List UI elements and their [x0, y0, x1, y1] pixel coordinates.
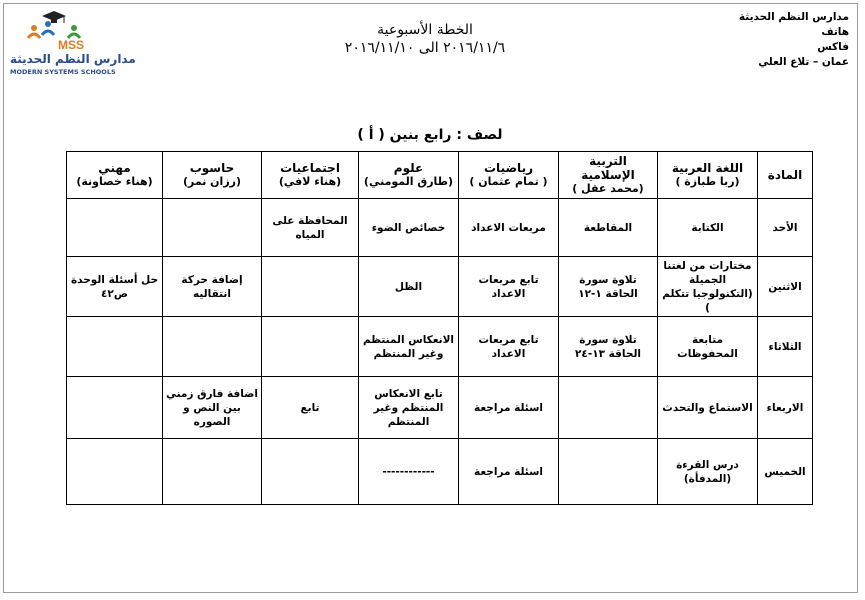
table-row — [67, 257, 813, 317]
lesson-cell: مختارات من لغتنا الجميلة (التكنولوجيا تتكلم ) — [658, 257, 758, 317]
corner-header: المادة — [758, 152, 813, 199]
day-cell: الثلاثاء — [758, 317, 813, 377]
lesson-cell: المحافظة على المياه — [262, 199, 359, 257]
lesson-cell — [262, 439, 359, 505]
lesson-cell: مربعات الاعداد — [459, 199, 559, 257]
school-address: عمان – تلاع العلي — [758, 56, 849, 68]
lesson-cell: درس القرءة (المدفأة) — [658, 439, 758, 505]
lesson-cell — [163, 317, 262, 377]
lesson-cell — [67, 377, 163, 439]
fax-label: فاكس — [817, 41, 849, 53]
table-header-row — [67, 152, 813, 199]
lesson-cell — [67, 439, 163, 505]
lesson-cell: اسئلة مراجعة — [459, 439, 559, 505]
svg-text:MSS: MSS — [58, 38, 85, 52]
subject-header: التربية الإسلامية (محمد عقل ) — [559, 152, 658, 199]
lesson-cell: الكتابة — [658, 199, 758, 257]
logo-english-text: MODERN SYSTEMS SCHOOLS — [10, 68, 116, 76]
subject-header: اللغة العربية (ربا طبازة ) — [658, 152, 758, 199]
lesson-cell: خصائص الضوء — [359, 199, 459, 257]
lesson-cell: تلاوة سورة الحاقة ١-١٢ — [559, 257, 658, 317]
lesson-cell: حل أسئلة الوحدة ص٤٢ — [67, 257, 163, 317]
lesson-cell — [262, 317, 359, 377]
lesson-cell: تابع — [262, 377, 359, 439]
lesson-cell — [163, 439, 262, 505]
lesson-cell — [67, 317, 163, 377]
plan-title: الخطة الأسبوعية — [377, 22, 473, 38]
lesson-cell — [163, 199, 262, 257]
lesson-cell: تابع الانعكاس المنتظم وغير المنتظم — [359, 377, 459, 439]
date-range: ٢٠١٦/١١/٦ الى ٢٠١٦/١١/١٠ — [344, 40, 506, 56]
school-name: مدارس النظم الحديثة — [738, 11, 849, 23]
table-row — [67, 317, 813, 377]
day-cell: الاربعاء — [758, 377, 813, 439]
table-row — [67, 439, 813, 505]
phone-label: هاتف — [821, 26, 849, 38]
logo-icon — [8, 8, 126, 54]
lesson-cell: تلاوة سورة الحاقة ١٣-٢٤ — [559, 317, 658, 377]
lesson-cell: اسئلة مراجعة — [459, 377, 559, 439]
subject-header: مهني (هناء خصاونة) — [67, 152, 163, 199]
lesson-cell: تابع مربعات الاعداد — [459, 257, 559, 317]
subject-header: رياضيات ( تمام عثمان ) — [459, 152, 559, 199]
lesson-cell: المقاطعة — [559, 199, 658, 257]
day-cell: الاثنين — [758, 257, 813, 317]
lesson-cell — [67, 199, 163, 257]
lesson-cell: الانعكاس المنتظم وغير المنتظم — [359, 317, 459, 377]
table-row — [67, 199, 813, 257]
day-cell: الأحد — [758, 199, 813, 257]
lesson-cell: الاستماع والتحدث — [658, 377, 758, 439]
lesson-cell: ------------ — [359, 439, 459, 505]
day-cell: الخميس — [758, 439, 813, 505]
table-row — [67, 377, 813, 439]
lesson-cell — [559, 439, 658, 505]
header-titles — [280, 22, 570, 56]
lesson-cell: تابع مربعات الاعداد — [459, 317, 559, 377]
school-logo — [8, 8, 136, 76]
subject-header: اجتماعيات (هناء لافي) — [262, 152, 359, 199]
lesson-cell — [262, 257, 359, 317]
subject-header: علوم (طارق المومني) — [359, 152, 459, 199]
weekly-plan-table — [66, 151, 813, 505]
class-title: لصف : رابع بنين ( أ ) — [357, 127, 503, 143]
lesson-cell: متابعة المحفوظات — [658, 317, 758, 377]
logo-arabic-text: مدارس النظم الحديثة — [10, 52, 136, 66]
subject-header: حاسوب (رزان نمر) — [163, 152, 262, 199]
lesson-cell: اضافة فارق زمني بين النص و الصوره — [163, 377, 262, 439]
school-info — [739, 10, 849, 70]
lesson-cell: إضافة حركة انتقاليه — [163, 257, 262, 317]
lesson-cell: الظل — [359, 257, 459, 317]
lesson-cell — [559, 377, 658, 439]
